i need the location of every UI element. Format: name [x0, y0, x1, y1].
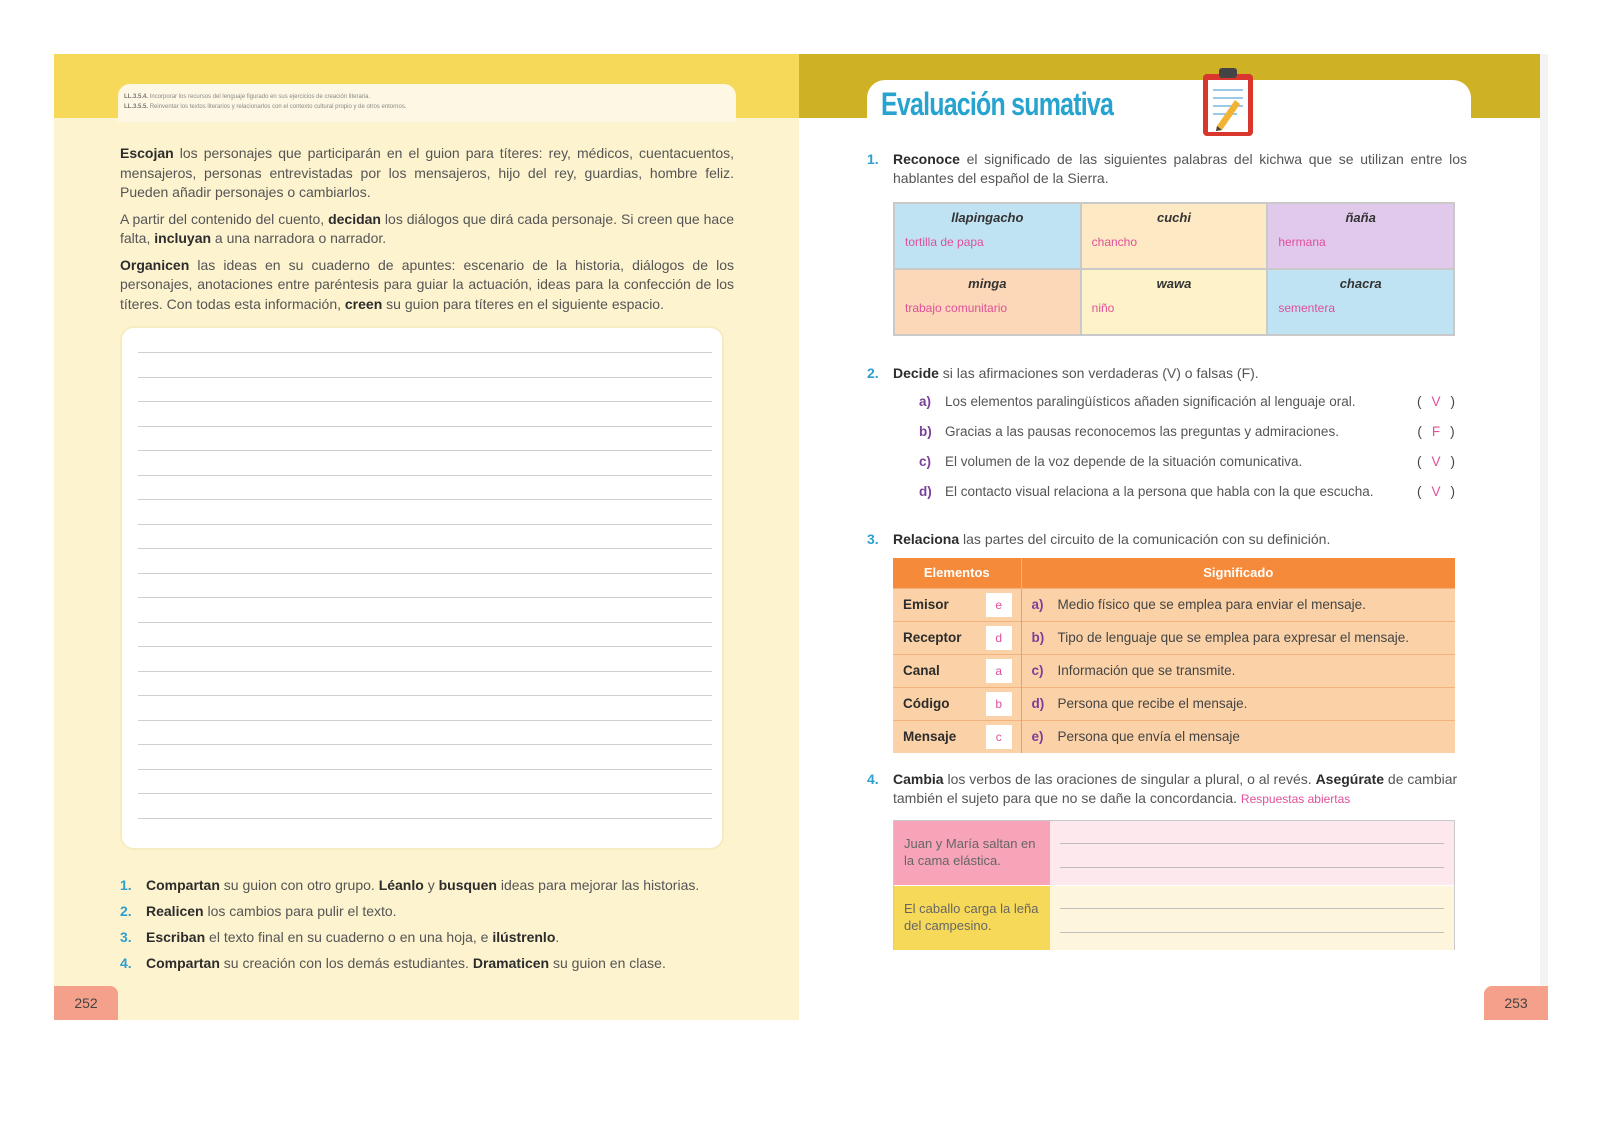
writing-line [138, 401, 712, 402]
kichwa-word: ñaña [1345, 210, 1376, 225]
writing-line [138, 720, 712, 721]
textbook-spread [54, 54, 1548, 1020]
definition: a) Medio físico que se emplea para enviar el mensaje. [1021, 588, 1455, 621]
table-row [893, 720, 1455, 753]
writing-line [138, 573, 712, 574]
column-header-meaning: Significado [1021, 558, 1455, 588]
definition: e) Persona que envía el mensaje [1021, 720, 1455, 753]
element-name: Código [893, 687, 977, 720]
writing-line [138, 548, 712, 549]
kichwa-cell [894, 269, 1081, 335]
page-edge [1540, 54, 1548, 1020]
page-number: 252 [54, 986, 118, 1020]
answer-box[interactable]: ( F ) [1417, 424, 1455, 439]
writing-line [138, 475, 712, 476]
kichwa-word: chacra [1339, 276, 1382, 291]
kichwa-cell [894, 203, 1081, 269]
writing-area[interactable] [120, 326, 724, 850]
kichwa-cell [1081, 203, 1268, 269]
answer-box[interactable]: ( V ) [1416, 394, 1455, 409]
statement-item: d) El contacto visual relaciona a la persona que habla con la que escucha. ( V ) [919, 482, 1459, 502]
writing-line [138, 793, 712, 794]
step-item: 1. Compartan su guion con otro grupo. Léanlo y busquen ideas para mejorar las historias. [120, 877, 700, 893]
table-row [893, 687, 1455, 720]
skill-line: LL.3.5.4. Incorporar los recursos del lenguaje figurado en sus ejercicios de creación literaria. [124, 94, 371, 100]
sentence-label: El caballo carga la leña del campesino. [894, 886, 1050, 950]
step-item: 2. Realicen los cambios para pulir el texto. [120, 903, 397, 919]
writing-line [138, 769, 712, 770]
table-row [893, 654, 1455, 687]
kichwa-word: wawa [1156, 276, 1192, 291]
kichwa-cell [1267, 203, 1454, 269]
page-number: 253 [1484, 986, 1548, 1020]
writing-line [138, 352, 712, 353]
sentence-row [894, 821, 1454, 885]
answer-box[interactable]: b [986, 692, 1012, 716]
answer-note: Respuestas abiertas [1240, 792, 1351, 806]
answer-lines[interactable] [1050, 886, 1454, 950]
kichwa-cell [1267, 269, 1454, 335]
element-name: Emisor [893, 588, 977, 621]
definition: c) Información que se transmite. [1021, 654, 1455, 687]
clipboard-icon [1197, 64, 1261, 140]
kichwa-word: cuchi [1157, 210, 1191, 225]
right-page [799, 54, 1548, 1020]
question-2: 2. Decide si las afirmaciones son verdaderas (V) o falsas (F). [867, 365, 1259, 381]
page-title: Evaluación sumativa [881, 86, 1114, 122]
kichwa-cell [1081, 269, 1268, 335]
steps-list [120, 872, 740, 976]
statement-item: b) Gracias a las pausas reconocemos las preguntas y admiraciones. ( F ) [919, 422, 1459, 442]
answer-box[interactable]: d [986, 626, 1012, 650]
question-4: 4. Cambia los verbos de las oraciones de singular a plural, o al revés. Asegúrate de cambiar también el sujeto para que no se dañe la concordancia. Respuestas abiertas [867, 771, 1458, 806]
answer-box[interactable]: e [986, 593, 1012, 617]
element-name: Canal [893, 654, 977, 687]
definition: d) Persona que recibe el mensaje. [1021, 687, 1455, 720]
left-page [54, 54, 799, 1020]
writing-line [138, 597, 712, 598]
step-item: 4. Compartan su creación con los demás estudiantes. Dramaticen su guion en clase. [120, 955, 666, 971]
writing-line [138, 671, 712, 672]
writing-line [138, 450, 712, 451]
kichwa-meaning: sementera [1278, 301, 1336, 315]
sentence-rewrite-table [893, 820, 1455, 950]
sentence-row [894, 886, 1454, 950]
writing-line [138, 426, 712, 427]
kichwa-meaning: hermana [1278, 235, 1326, 249]
element-name: Receptor [893, 621, 977, 654]
writing-line [138, 744, 712, 745]
skills-box [118, 84, 736, 122]
table-row [893, 588, 1455, 621]
communication-circuit-table [893, 558, 1455, 753]
kichwa-meaning: trabajo comunitario [905, 301, 1008, 315]
title-box [867, 80, 1471, 132]
instructions [120, 144, 734, 321]
answer-box[interactable]: c [986, 725, 1012, 749]
answer-lines[interactable] [1050, 821, 1454, 885]
step-item: 3. Escriban el texto final en su cuaderno o en una hoja, e ilústrenlo. [120, 929, 560, 945]
writing-line [138, 646, 712, 647]
kichwa-word: llapingacho [951, 210, 1024, 225]
paragraph: Escojan los personajes que participarán en el guion para títeres: rey, médicos, cuentacuentos, mensajeros, personas entrevistadas por los mensajeros, hijo del rey, guardias, hombre feliz. Pueden añadir personajes o cambiarlos. [120, 145, 734, 200]
sentence-label: Juan y María saltan en la cama elástica. [894, 821, 1050, 885]
answer-box[interactable]: a [986, 659, 1012, 683]
writing-line [138, 622, 712, 623]
kichwa-word: minga [968, 276, 1007, 291]
writing-line [138, 818, 712, 819]
kichwa-table [893, 202, 1455, 336]
paragraph: Organicen las ideas en su cuaderno de apuntes: escenario de la historia, diálogos de los personajes, anotaciones entre paréntesis para guiar la actuación, ideas para la confección de los títeres. Con todas esta información, creen su guion para títeres en el siguiente espacio. [120, 256, 734, 312]
definition: b) Tipo de lenguaje que se emplea para expresar el mensaje. [1021, 621, 1455, 654]
statement-item: a) Los elementos paralingüísticos añaden significación al lenguaje oral. ( V ) [919, 392, 1459, 412]
table-row [893, 621, 1455, 654]
kichwa-meaning: tortilla de papa [905, 235, 984, 249]
writing-line [138, 377, 712, 378]
skill-line: LL.3.5.5. Reinventar los textos literarios y relacionarlos con el contexto cultural propio y de otros entornos. [124, 104, 407, 110]
paragraph: A partir del contenido del cuento, decidan los diálogos que dirá cada personaje. Si creen que hace falta, incluyan a una narradora o narrador. [120, 210, 734, 246]
statement-item: c) El volumen de la voz depende de la situación comunicativa. ( V ) [919, 452, 1459, 472]
kichwa-meaning: chancho [1091, 235, 1138, 249]
writing-line [138, 499, 712, 500]
answer-box[interactable]: ( V ) [1416, 484, 1455, 499]
question-1: 1. Reconoce el significado de las siguientes palabras del kichwa que se utilizan entre los hablantes del español de la Sierra. [867, 151, 1467, 186]
question-3: 3. Relaciona las partes del circuito de la comunicación con su definición. [867, 531, 1331, 547]
kichwa-meaning: niño [1091, 301, 1115, 315]
element-name: Mensaje [893, 720, 977, 753]
column-header-elements: Elementos [893, 558, 1021, 588]
writing-line [138, 695, 712, 696]
answer-box[interactable]: ( V ) [1416, 454, 1455, 469]
writing-line [138, 524, 712, 525]
